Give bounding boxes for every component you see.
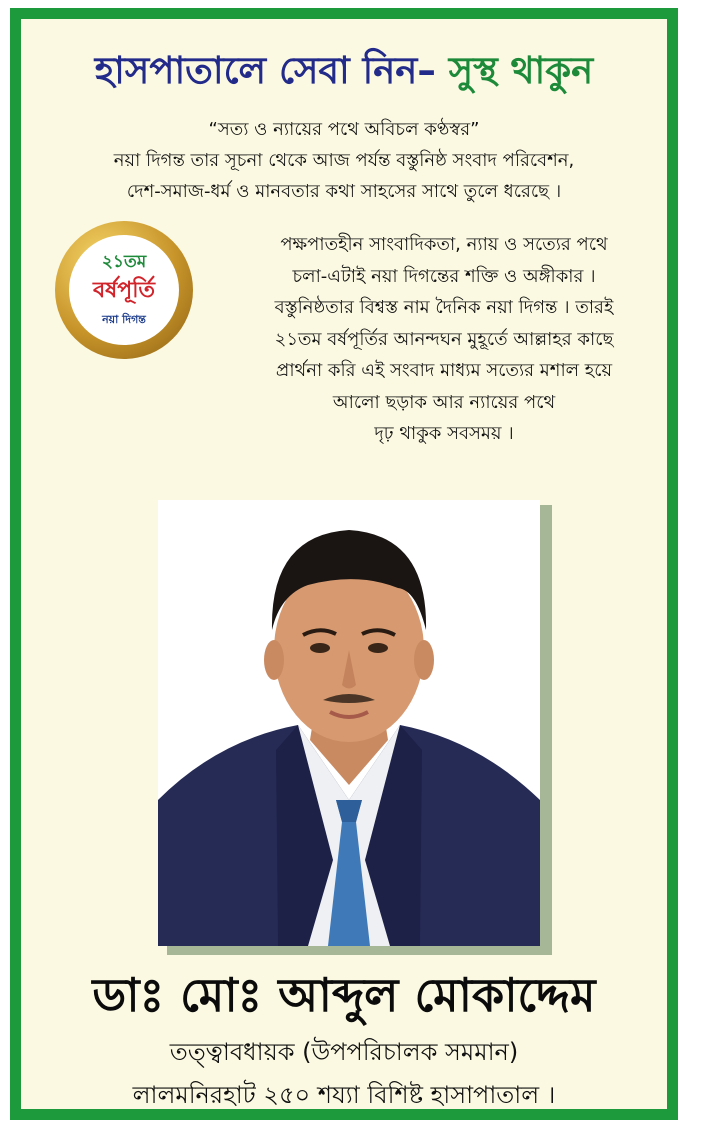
- badge-number: ২১তম: [101, 252, 147, 272]
- message-line: চলা-এটাই নয়া দিগন্তের শক্তি ও অঙ্গীকার ।: [292, 265, 596, 287]
- message-line: বস্তুনিষ্ঠতার বিশ্বস্ত নাম দৈনিক নয়া দিগন্ত । তারই: [274, 297, 614, 318]
- message-line: দৃঢ় থাকুক সবসময় ।: [374, 423, 514, 444]
- headline-part-1: হাসপাতালে সেবা নিন–: [94, 49, 436, 92]
- headline-part-2: সুস্থ থাকুন: [435, 49, 594, 92]
- person-name: ডাঃ মোঃ আব্দুল মোকাদ্দেম: [92, 968, 596, 1022]
- message-body: [221, 229, 667, 450]
- intro-line: নয়া দিগন্ত তার সূচনা থেকে আজ পর্যন্ত বস্তুনিষ্ঠ সংবাদ পরিবেশন,: [113, 150, 575, 171]
- person-institution: লালমনিরহাট ২৫০ শয্যা বিশিষ্ট হাসাপাতাল ।: [132, 1081, 556, 1109]
- anniversary-badge-icon: [55, 221, 193, 359]
- intro-line: দেশ-সমাজ-ধর্ম ও মানবতার কথা সাহসের সাথে তুলে ধরেছে ।: [126, 181, 562, 202]
- portrait-photo: [158, 500, 540, 946]
- ad-frame: [10, 8, 678, 1120]
- intro-block: [51, 114, 637, 207]
- badge-paper-name: নয়া দিগন্ত: [102, 313, 146, 326]
- badge-inner: [69, 235, 179, 345]
- portrait-illustration-icon: [158, 500, 540, 946]
- message-line: আলো ছড়াক আর ন্যায়ের পথে: [332, 391, 556, 413]
- message-line: প্রার্থনা করি এই সংবাদ মাধ্যম সত্যের মশাল হয়ে: [275, 360, 613, 381]
- person-designation: তত্ত্বাবধায়ক (উপপরিচালক সমমান): [169, 1038, 519, 1066]
- message-line: পক্ষপাতহীন সাংবাদিকতা, ন্যায় ও সত্যের পথে: [280, 234, 608, 255]
- badge-label: বর্ষপূর্তি: [92, 278, 156, 303]
- message-line: ২১তম বর্ষপূর্তির আনন্দঘন মুহূর্তে আল্লাহর কাছে: [274, 328, 614, 350]
- intro-quote: “সত্য ও ন্যায়ের পথে অবিচল কণ্ঠস্বর”: [208, 119, 480, 140]
- headline: [21, 41, 667, 104]
